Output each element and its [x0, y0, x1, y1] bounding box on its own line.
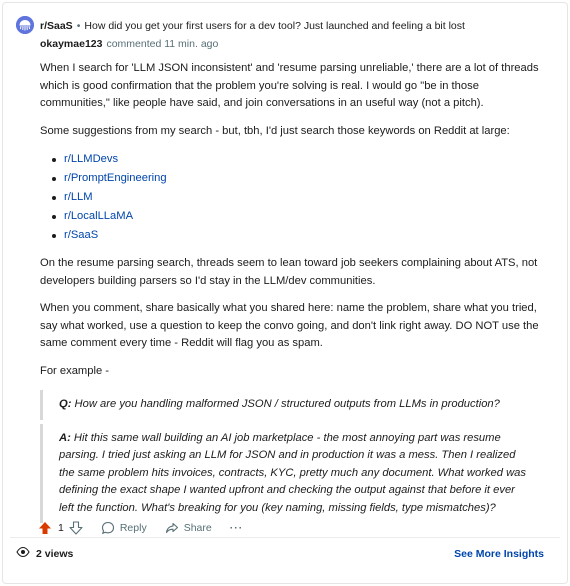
comment-paragraph: Some suggestions from my search - but, tbh, I'd just search those keywords on Reddit at large:: [40, 124, 510, 137]
quote-text: Hit this same wall building an AI job marketplace - the most annoying part was resume parsing. I tried just asking an LLM for JSON and in production it was a mess. Then I realized the same problem hits invoices, contracts, KYC, pretty much any document. What worked was defining the exact shape I wanted upfront and checking the output against that before it ever left the function. What's breaking for you (key naming, missing fields, type mismatches)?: [59, 431, 526, 514]
comment-timestamp: commented 11 min. ago: [106, 38, 219, 50]
subreddit-avatar-icon[interactable]: [16, 16, 34, 34]
downvote-icon[interactable]: [69, 521, 83, 535]
eye-icon: [16, 546, 30, 561]
comment-footer: [16, 546, 544, 562]
subreddit-link-saas[interactable]: r/SaaS: [64, 229, 99, 241]
reply-label: Reply: [119, 522, 147, 534]
quote-label: Q:: [59, 398, 72, 410]
comment-actions: [38, 518, 261, 538]
comment-paragraph: When I search for 'LLM JSON inconsistent' and 'resume parsing unreliable,' there are a lot of threads which is good confirmation that the problem you're solving is real. I would go "be in those communities," like people have said, and join conversations in an useful way (not a pitch).: [40, 62, 539, 109]
separator-dot: •: [76, 20, 81, 32]
quote-label: A:: [59, 431, 71, 444]
subreddit-link-llmdevs[interactable]: r/LLMDevs: [64, 153, 119, 165]
subreddit-link-localllama[interactable]: r/LocalLLaMA: [64, 210, 134, 222]
share-label: Share: [183, 522, 212, 534]
post-title-link[interactable]: How did you get your first users for a dev tool? Just launched and feeling a bit lost: [84, 20, 465, 32]
reply-button[interactable]: [101, 521, 147, 535]
see-more-insights-link[interactable]: See More Insights: [454, 548, 544, 560]
subreddit-link[interactable]: r/SaaS: [40, 20, 73, 32]
comment-paragraph: On the resume parsing search, threads seem to lean toward job seekers complaining about ATS, not developers building parsers so I'd stay in the LLM/dev communities.: [40, 257, 538, 287]
view-stats: [16, 546, 73, 561]
subreddit-link-llm[interactable]: r/LLM: [64, 191, 93, 203]
comment-header: [16, 16, 560, 50]
list-item: [52, 169, 540, 188]
view-count: 2 views: [36, 547, 74, 560]
blockquote-question: [40, 390, 540, 420]
list-item: [52, 226, 540, 245]
post-context: [40, 20, 465, 32]
share-icon: [165, 521, 179, 535]
vote-count: 1: [58, 522, 64, 534]
author-link[interactable]: okaymae123: [40, 38, 103, 50]
comment-paragraph: When you comment, share basically what you shared here: name the problem, share what you tried, say what worked, use a question to keep the convo going, and don't link right away. DO NOT use the same comment every time - Reddit will flag you as spam.: [40, 302, 539, 349]
comment-body: [40, 60, 540, 527]
list-item: [52, 207, 540, 226]
more-options-icon: ···: [229, 522, 244, 534]
subreddit-link-promptengineering[interactable]: r/PromptEngineering: [64, 172, 167, 184]
reply-icon: [101, 521, 115, 535]
subreddit-link-list: [52, 150, 540, 245]
vote-controls: [38, 521, 83, 535]
divider: [10, 537, 560, 538]
share-button[interactable]: [165, 521, 212, 535]
blockquote-answer: [40, 424, 540, 524]
more-options-button[interactable]: [230, 522, 244, 534]
comment-paragraph: For example -: [40, 364, 110, 377]
quote-text: How are you handling malformed JSON / structured outputs from LLMs in production?: [74, 398, 500, 410]
list-item: [52, 150, 540, 169]
comment-meta: [40, 38, 218, 50]
list-item: [52, 188, 540, 207]
upvote-icon[interactable]: [38, 521, 52, 535]
